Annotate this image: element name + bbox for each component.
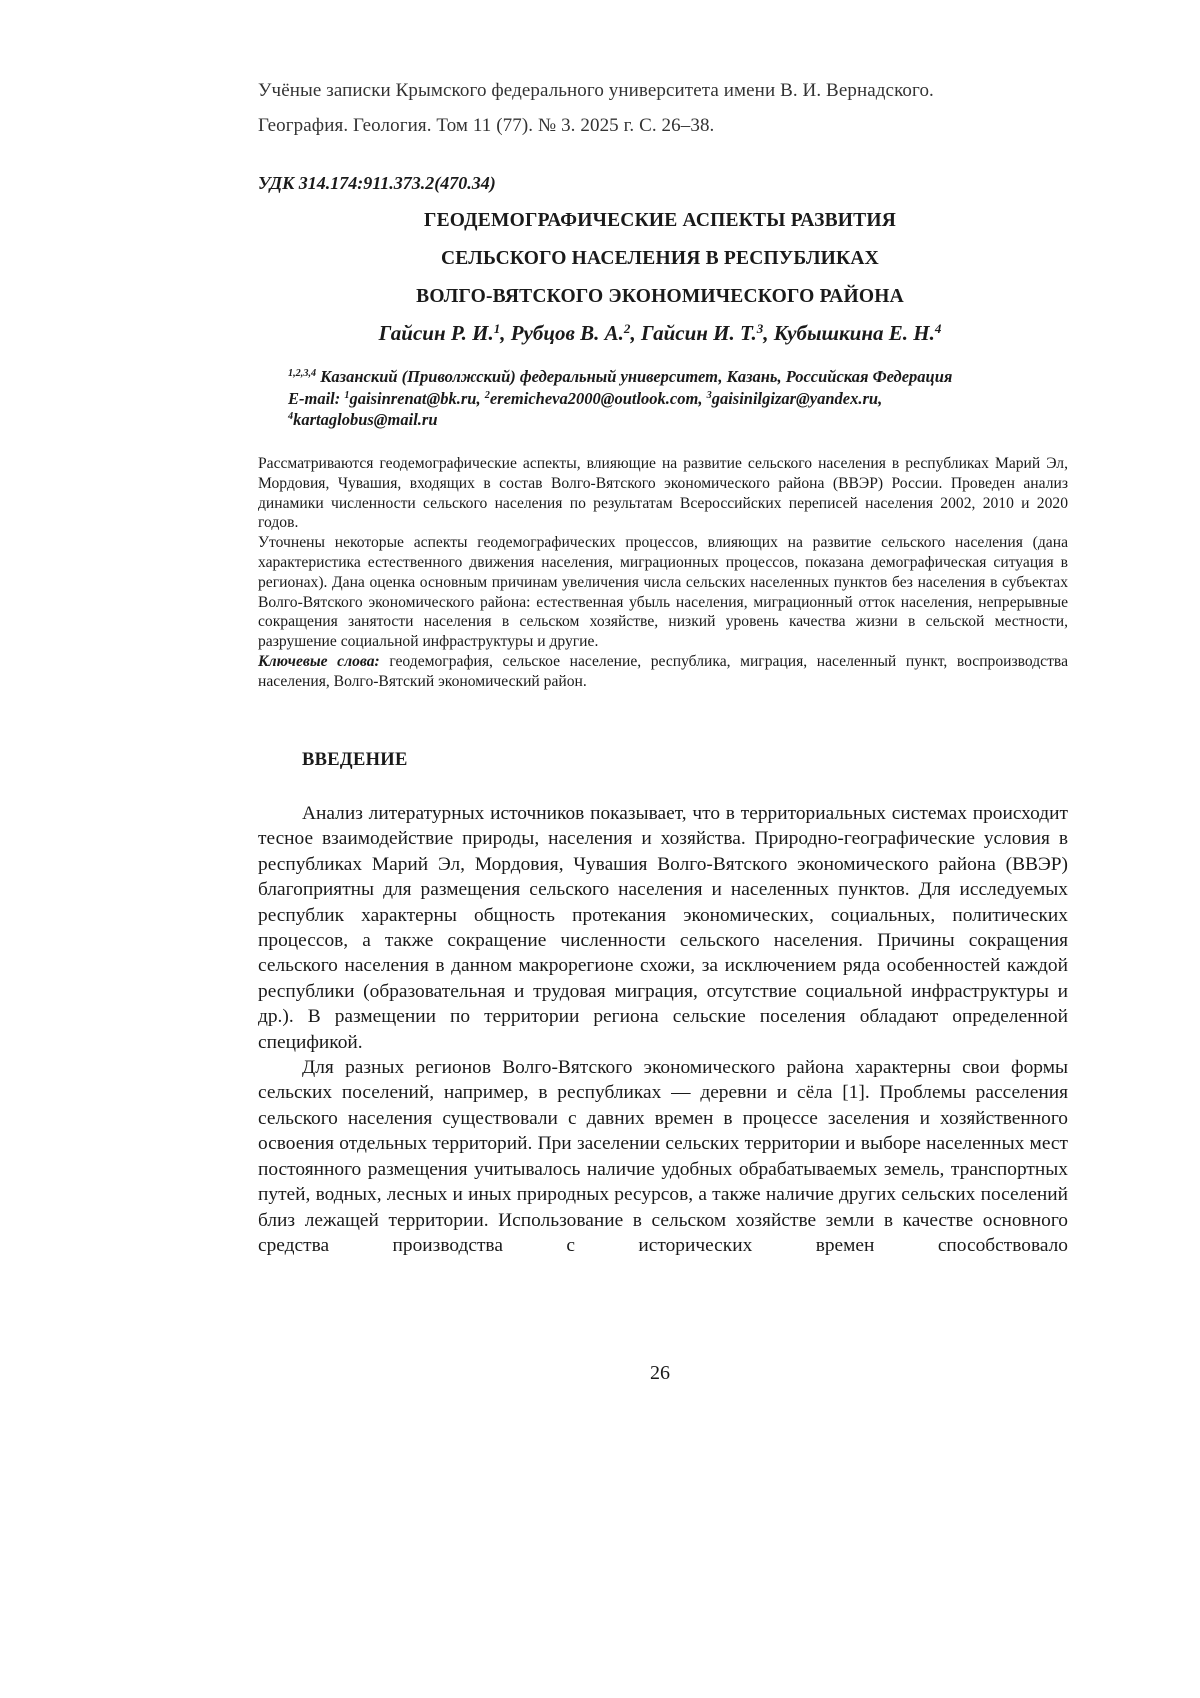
author-affil-sup: 4 <box>935 321 942 336</box>
email-line-2 <box>288 409 1068 430</box>
document-page <box>0 0 1200 1698</box>
email-sup: 2 <box>485 390 490 401</box>
keywords <box>258 652 1068 692</box>
abstract-paragraph-1: Рассматриваются геодемографические аспекты, влияющие на развитие сельского населения в республиках Марий Эл, Мордовия, Чувашия, входящих в состав Волго-Вятского экономического района (ВВЭР) России. Проведен анализ динамики численности сельского населения по результатам Всероссийских переписей населения 2002, 2010 и 2020 годов. <box>258 454 1068 533</box>
author-name: Кубышкина Е. Н. <box>774 321 935 345</box>
journal-header-line-2: География. Геология. Том 11 (77). № 3. 2025 г. С. 26–38. <box>258 115 714 137</box>
email-link-3[interactable]: gaisinilgizar@yandex.ru, <box>712 389 883 408</box>
email-link-2[interactable]: eremicheva2000@outlook.com, <box>490 389 707 408</box>
article-title-line-2: СЕЛЬСКОГО НАСЕЛЕНИЯ В РЕСПУБЛИКАХ <box>0 248 1200 270</box>
abstract-paragraph-2: Уточнены некоторые аспекты геодемографических процессов, влияющих на развитие сельского населения (дана характеристика естественного движения населения, миграционных процессов, показана демографическая ситуация в регионах). Дана оценка основным причинам увеличения числа сельских населенных пунктов без населения в субъектах Волго-Вятского экономического района: естественная убыль населения, миграционный отток населения, непрерывные сокращения занятости населения в сельском хозяйстве, низкий уровень качества жизни в сельской местности, разрушение социальной инфраструктуры и другие. <box>258 533 1068 652</box>
email-sup: 1 <box>344 390 349 401</box>
email-label: E-mail: <box>288 389 344 408</box>
intro-body <box>258 801 1068 1258</box>
keywords-text: геодемография, сельское население, республика, миграция, населенный пункт, воспроизводства населения, Волго-Вятский экономический район. <box>258 653 1068 690</box>
abstract <box>258 454 1068 692</box>
affiliation-sup: 1,2,3,4 <box>288 368 316 379</box>
section-heading: ВВЕДЕНИЕ <box>302 750 408 771</box>
intro-paragraph-2: Для разных регионов Волго-Вятского экономического района характерны свои формы сельских поселений, например, в республиках — деревни и сёла [1]. Проблемы расселения сельского населения существовали с давних времен в процессе заселения и хозяйственного освоения отдельных территорий. При заселении сельских территории и выборе населенных мест постоянного размещения учитывалось наличие удобных обрабатываемых земель, транспортных путей, водных, лесных и иных природных ресурсов, а также наличие других сельских поселений близ лежащей территории. Использование в сельском хозяйстве земли в качестве основного средства производства с исторических времен способствовало <box>258 1055 1068 1258</box>
journal-header-line-1: Учёные записки Крымского федерального университета имени В. И. Вернадского. <box>258 80 934 102</box>
author-list <box>0 321 1200 346</box>
email-link-4[interactable]: kartaglobus@mail.ru <box>293 410 437 429</box>
email-link-1[interactable]: gaisinrenat@bk.ru, <box>349 389 484 408</box>
author-name: Гайсин Р. И. <box>379 321 494 345</box>
author-separator: , <box>763 321 774 345</box>
article-title-line-1: ГЕОДЕМОГРАФИЧЕСКИЕ АСПЕКТЫ РАЗВИТИЯ <box>0 210 1200 232</box>
affiliation-text: Казанский (Приволжский) федеральный университет, Казань, Российская Федерация <box>316 367 952 386</box>
email-line <box>288 388 1068 409</box>
author-name: Гайсин И. Т. <box>641 321 757 345</box>
intro-paragraph-1: Анализ литературных источников показывает, что в территориальных системах происходит тесное взаимодействие природы, населения и хозяйства. Природно-географические условия в республиках Марий Эл, Мордовия, Чувашия Волго-Вятского экономического района (ВВЭР) благоприятны для размещения сельского населения и населенных пунктов. Для исследуемых республик характерны общность протекания экономических, социальных, политических процессов, а также сокращение численности сельского населения. Причины сокращения сельского населения в данном макрорегионе схожи, за исключением ряда особенностей каждой республики (образовательная и трудовая миграция, отсутствие социальной инфраструктуры и др.). В размещении по территории региона сельские поселения обладают определенной спецификой. <box>258 801 1068 1055</box>
keywords-label: Ключевые слова: <box>258 653 380 670</box>
author-affil-sup: 1 <box>494 321 501 336</box>
udk-code: УДК 314.174:911.373.2(470.34) <box>258 173 496 194</box>
author-affil-sup: 2 <box>624 321 631 336</box>
affiliation <box>288 366 1068 387</box>
article-title-line-3: ВОЛГО-ВЯТСКОГО ЭКОНОМИЧЕСКОГО РАЙОНА <box>0 286 1200 308</box>
author-name: Рубцов В. А. <box>511 321 624 345</box>
author-separator: , <box>500 321 511 345</box>
author-affil-sup: 3 <box>757 321 764 336</box>
page-number: 26 <box>0 1362 1200 1385</box>
email-sup: 3 <box>707 390 712 401</box>
author-separator: , <box>630 321 641 345</box>
email-sup: 4 <box>288 411 293 422</box>
